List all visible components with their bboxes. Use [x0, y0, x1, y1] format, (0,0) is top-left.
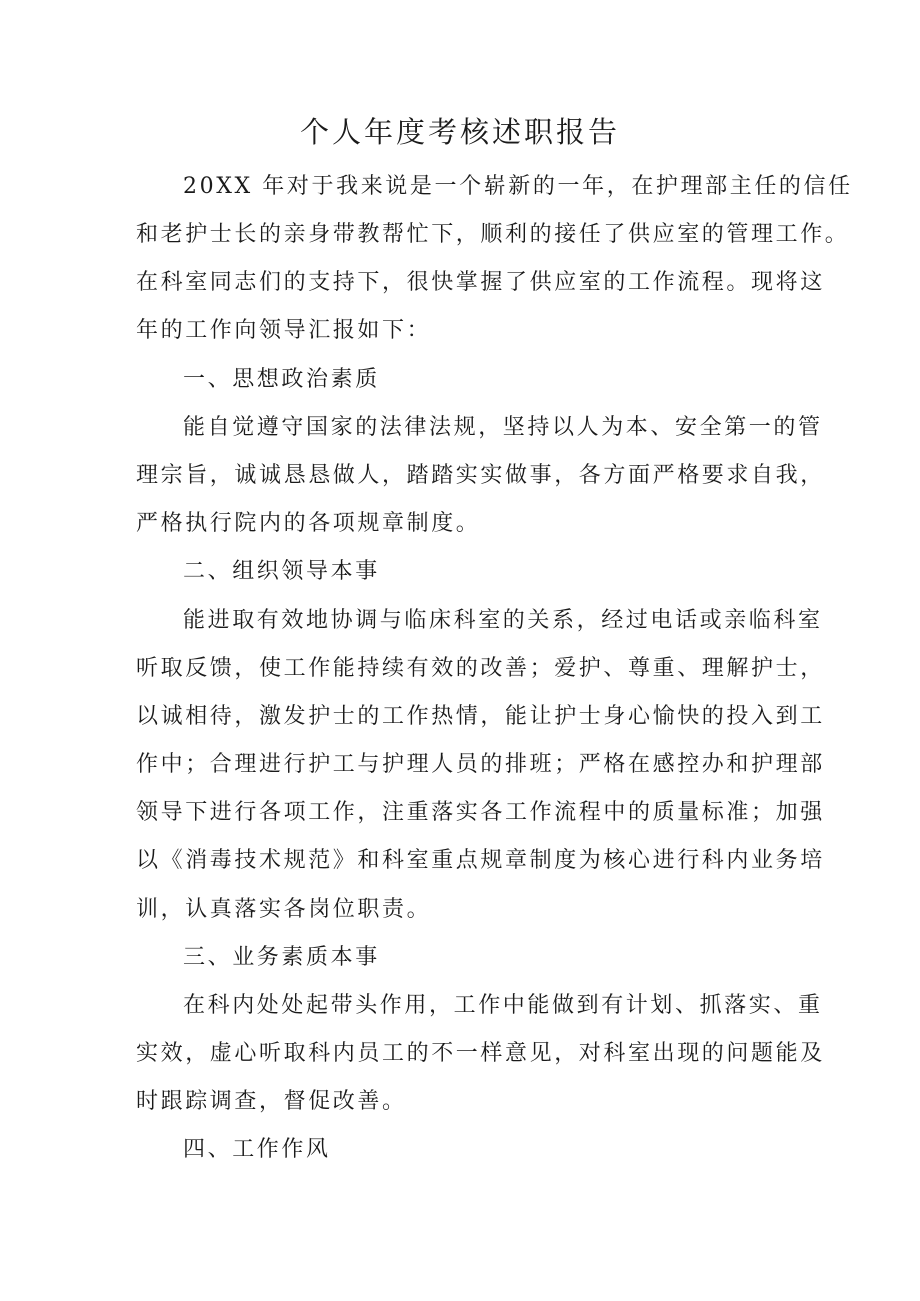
paragraph-line: 20XX 年对于我来说是一个崭新的一年，在护理部主任的信任 — [183, 174, 853, 199]
paragraph-line: 能进取有效地协调与临床科室的关系，经过电话或亲临科室 — [183, 608, 823, 633]
paragraph-line: 和老护士长的亲身带教帮忙下，顺利的接任了供应室的管理工作。 — [136, 222, 850, 247]
paragraph-line: 在科室同志们的支持下，很快掌握了供应室的工作流程。现将这 — [136, 270, 825, 295]
section-heading: 一、思想政治素质 — [183, 367, 380, 392]
section-heading: 四、工作作风 — [183, 1137, 331, 1162]
paragraph-line: 时跟踪调查，督促改善。 — [136, 1089, 407, 1114]
paragraph-line: 严格执行院内的各项规章制度。 — [136, 511, 481, 536]
section-heading: 二、组织领导本事 — [183, 559, 380, 584]
paragraph-line: 能自觉遵守国家的法律法规，坚持以人为本、安全第一的管 — [183, 415, 823, 440]
document-title: 个人年度考核述职报告 — [299, 115, 620, 149]
paragraph-line: 实效，虚心听取科内员工的不一样意见，对科室出现的问题能及 — [136, 1041, 825, 1066]
section-heading: 三、业务素质本事 — [183, 945, 380, 970]
paragraph-line: 年的工作向领导汇报如下： — [136, 318, 432, 343]
paragraph-line: 听取反馈，使工作能持续有效的改善；爱护、尊重、理解护士， — [136, 656, 825, 681]
paragraph-line: 训，认真落实各岗位职责。 — [136, 897, 432, 922]
paragraph-line: 以《消毒技术规范》和科室重点规章制度为核心进行科内业务培 — [136, 848, 825, 873]
paragraph-line: 以诚相待，激发护士的工作热情，能让护士身心愉快的投入到工 — [136, 704, 825, 729]
paragraph-line: 作中；合理进行护工与护理人员的排班；严格在感控办和护理部 — [136, 752, 825, 777]
paragraph-line: 在科内处处起带头作用，工作中能做到有计划、抓落实、重 — [183, 993, 823, 1018]
paragraph-line: 理宗旨，诚诚恳恳做人，踏踏实实做事，各方面严格要求自我， — [136, 463, 825, 488]
paragraph-line: 领导下进行各项工作，注重落实各工作流程中的质量标准；加强 — [136, 800, 825, 825]
